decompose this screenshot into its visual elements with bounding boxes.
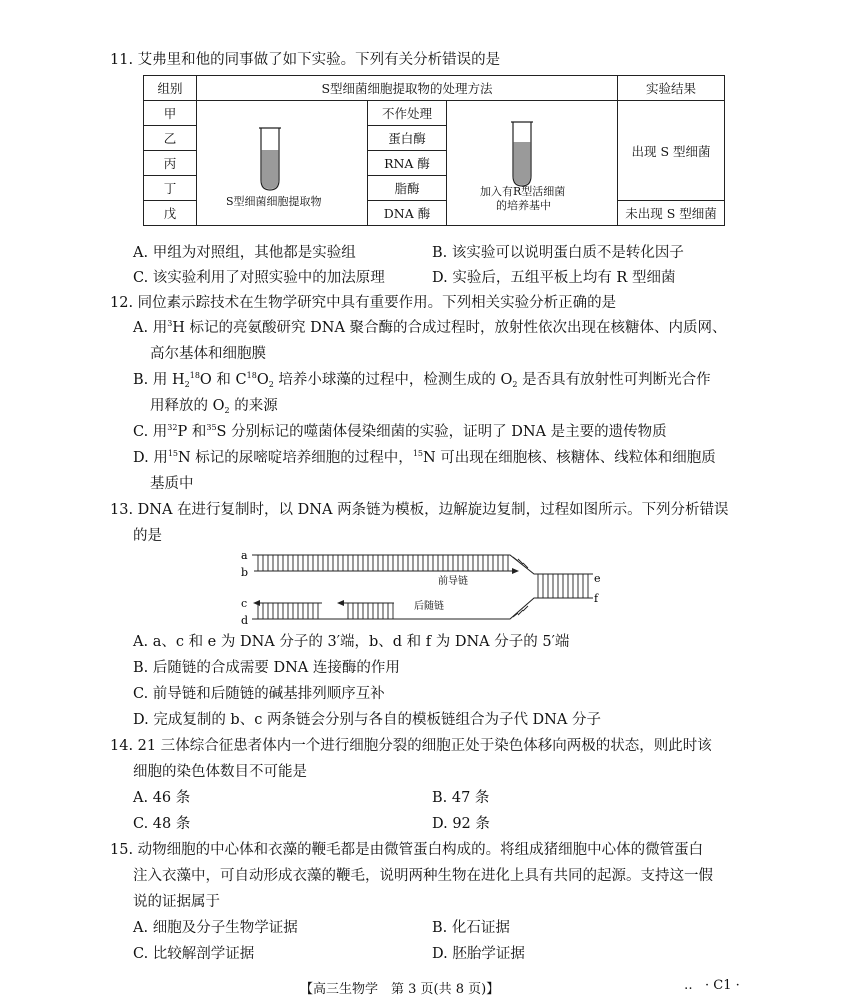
result-positive: 出现 S 型细菌 — [618, 101, 725, 201]
question-14-stem-line2: 细胞的染色体数目不可能是 — [133, 764, 307, 780]
q14-option-b: B. 47 条 — [432, 790, 490, 806]
q13-option-d: D. 完成复制的 b、c 两条链会分别与各自的模板链组合为子代 DNA 分子 — [133, 712, 601, 728]
q12-option-b-line2: 用释放的 $O_2$ 的来源 — [150, 398, 278, 415]
result-negative: 未出现 S 型细菌 — [618, 201, 725, 226]
base-pairs-lower — [258, 603, 393, 619]
q15-option-d: D. 胚胎学证据 — [432, 946, 525, 962]
leading-arrow-icon — [512, 568, 519, 574]
base-pairs-upper — [258, 555, 508, 571]
strand-label-e: e — [594, 572, 601, 585]
strand-label-c: c — [241, 597, 248, 610]
dna-replication-diagram — [238, 546, 608, 628]
q15-option-c: C. 比较解剖学证据 — [133, 946, 255, 962]
group-cell: 丙 — [144, 151, 197, 176]
group-cell: 甲 — [144, 101, 197, 126]
table-header-result: 实验结果 — [618, 76, 725, 101]
question-15-stem-line3: 说的证据属于 — [133, 894, 220, 910]
group-cell: 戊 — [144, 201, 197, 226]
treatment-cell: 不作处理 — [368, 101, 447, 126]
strand-label-b: b — [241, 566, 249, 579]
question-15-stem-line1: 15. 动物细胞的中心体和衣藻的鞭毛都是由微管蛋白构成的。将组成猪细胞中心体的微管蛋白 — [110, 842, 704, 858]
treatment-cell: RNA 酶 — [368, 151, 447, 176]
treatment-cell: 脂酶 — [368, 176, 447, 201]
q13-option-a: A. a、c 和 e 为 DNA 分子的 3′端，b、d 和 f 为 DNA 分子的 5′端 — [133, 634, 570, 650]
table-header-treatment: S型细菌细胞提取物的处理方法 — [197, 76, 618, 101]
tube2-label-line1: 加入有R型活细菌 — [480, 185, 566, 198]
q11-option-c: C. 该实验利用了对照实验中的加法原理 — [133, 270, 385, 286]
q14-option-c: C. 48 条 — [133, 816, 191, 832]
parent-base-pairs — [538, 574, 588, 598]
tube1-label: S型细菌细胞提取物 — [226, 195, 322, 208]
page-footer: 【高三生物学 第 3 页(共 8 页)】 — [300, 982, 500, 997]
footer-code: · C1 · — [705, 978, 740, 993]
q14-option-d: D. 92 条 — [432, 816, 490, 832]
test-tube-2-icon — [507, 118, 537, 190]
q11-option-a: A. 甲组为对照组，其他都是实验组 — [133, 245, 356, 261]
lagging-arrow-icon — [253, 600, 260, 606]
q12-option-a-line2: 高尔基体和细胞膜 — [150, 346, 266, 362]
q13-option-b: B. 后随链的合成需要 DNA 连接酶的作用 — [133, 660, 400, 676]
question-14-stem-line1: 14. 21 三体综合征患者体内一个进行细胞分裂的细胞正处于染色体移向两极的状态，则此时该 — [110, 738, 712, 754]
treatment-cell: DNA 酶 — [368, 201, 447, 226]
q11-option-b: B. 该实验可以说明蛋白质不是转化因子 — [432, 245, 684, 261]
q14-option-a: A. 46 条 — [133, 790, 191, 806]
strand-label-f: f — [594, 592, 599, 605]
q12-option-d-line1: D. 用$^{15}$N 标记的尿嘧啶培养细胞的过程中，$^{15}$N 可出现在细胞核、核糖体、线粒体和细胞质 — [133, 449, 716, 466]
lagging-strand-label: 后随链 — [414, 601, 444, 612]
q15-option-a: A. 细胞及分子生物学证据 — [133, 920, 298, 936]
q11-option-d: D. 实验后，五组平板上均有 R 型细菌 — [432, 270, 676, 286]
tube2-label-line2: 的培养基中 — [496, 199, 551, 212]
question-13-stem-line1: 13. DNA 在进行复制时，以 DNA 两条链为模板，边解旋边复制，过程如图所示。下列分析错误 — [110, 502, 729, 518]
q12-option-c: C. 用$^{32}$P 和$^{35}$S 分别标记的噬菌体侵染细菌的实验，证明了 DNA 是主要的遗传物质 — [133, 423, 667, 440]
q12-option-a-line1: A. 用$^3$H 标记的亮氨酸研究 DNA 聚合酶的合成过程时，放射性依次出现在核糖体、内质网、 — [133, 319, 727, 336]
table-header-group: 组别 — [144, 76, 197, 101]
question-15-stem-line2: 注入衣藻中，可自动形成衣藻的鞭毛，说明两种生物在进化上具有共同的起源。支持这一假 — [133, 868, 713, 884]
fork-ticks — [513, 557, 528, 617]
question-12-stem: 12. 同位素示踪技术在生物学研究中具有重要作用。下列相关实验分析正确的是 — [110, 295, 617, 311]
leading-strand-label: 前导链 — [438, 576, 468, 587]
treatment-cell: 蛋白酶 — [368, 126, 447, 151]
group-cell: 丁 — [144, 176, 197, 201]
q13-option-c: C. 前导链和后随链的碱基排列顺序互补 — [133, 686, 385, 702]
strand-label-d: d — [241, 614, 249, 627]
lagging-arrow-icon — [337, 600, 344, 606]
test-tube-1-icon — [255, 124, 285, 194]
q12-option-d-line2: 基质中 — [150, 476, 194, 492]
group-cell: 乙 — [144, 126, 197, 151]
question-11-stem: 11. 艾弗里和他的同事做了如下实验。下列有关分析错误的是 — [110, 52, 501, 68]
q15-option-b: B. 化石证据 — [432, 920, 510, 936]
question-13-stem-line2: 的是 — [133, 528, 162, 544]
strand-label-a: a — [241, 549, 248, 562]
q12-option-b-line1: B. 用 $H_2^{18}O$ 和 $C^{18}O_2$ 培养小球藻的过程中，检测生成的 $O_2$ 是否具有放射性可判断光合作 — [133, 371, 711, 389]
footer-dots: ‥ — [684, 978, 693, 993]
